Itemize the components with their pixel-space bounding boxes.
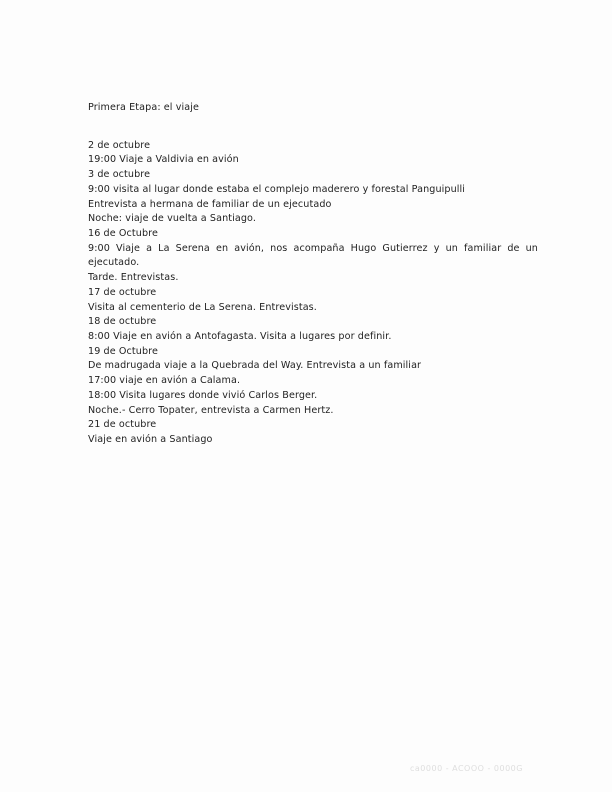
date-heading: 3 de octubre bbox=[88, 169, 151, 181]
date-heading: 21 de octubre bbox=[88, 419, 157, 431]
itinerary-line: 9:00 visita al lugar donde estaba el complejo maderero y forestal Panguipulli bbox=[88, 183, 466, 195]
itinerary-line: Viaje en avión a Santiago bbox=[88, 434, 213, 446]
itinerary-line: Noche: viaje de vuelta a Santiago. bbox=[88, 213, 257, 225]
itinerary-line: 19:00 Viaje a Valdivia en avión bbox=[88, 154, 239, 166]
document-body bbox=[88, 101, 538, 448]
archive-stamp: ca0000 - ACOOO - 0000G bbox=[410, 764, 523, 773]
itinerary-line: Entrevista a hermana de familiar de un ejecutado bbox=[88, 198, 332, 210]
itinerary-line: Tarde. Entrevistas. bbox=[88, 272, 179, 284]
date-heading: 2 de octubre bbox=[88, 139, 151, 151]
document-title: Primera Etapa: el viaje bbox=[88, 102, 200, 113]
itinerary-line: 17:00 viaje en avión a Calama. bbox=[88, 375, 241, 387]
date-heading: 19 de Octubre bbox=[88, 345, 158, 357]
itinerary-line: 9:00 Viaje a La Serena en avión, nos acompaña Hugo Gutierrez y un familiar de un ejecutado. bbox=[88, 242, 538, 269]
date-heading: 16 de Octubre bbox=[88, 228, 158, 240]
itinerary-line: Visita al cementerio de La Serena. Entrevistas. bbox=[88, 301, 317, 313]
itinerary-line: 8:00 Viaje en avión a Antofagasta. Visita a lugares por definir. bbox=[88, 331, 392, 343]
date-heading: 18 de octubre bbox=[88, 316, 157, 328]
itinerary-line: Noche.- Cerro Topater, entrevista a Carmen Hertz. bbox=[88, 404, 334, 416]
itinerary-line: De madrugada viaje a la Quebrada del Way. Entrevista a un familiar bbox=[88, 360, 422, 372]
date-heading: 17 de octubre bbox=[88, 286, 157, 298]
itinerary-line: 18:00 Visita lugares donde vivió Carlos Berger. bbox=[88, 389, 318, 401]
